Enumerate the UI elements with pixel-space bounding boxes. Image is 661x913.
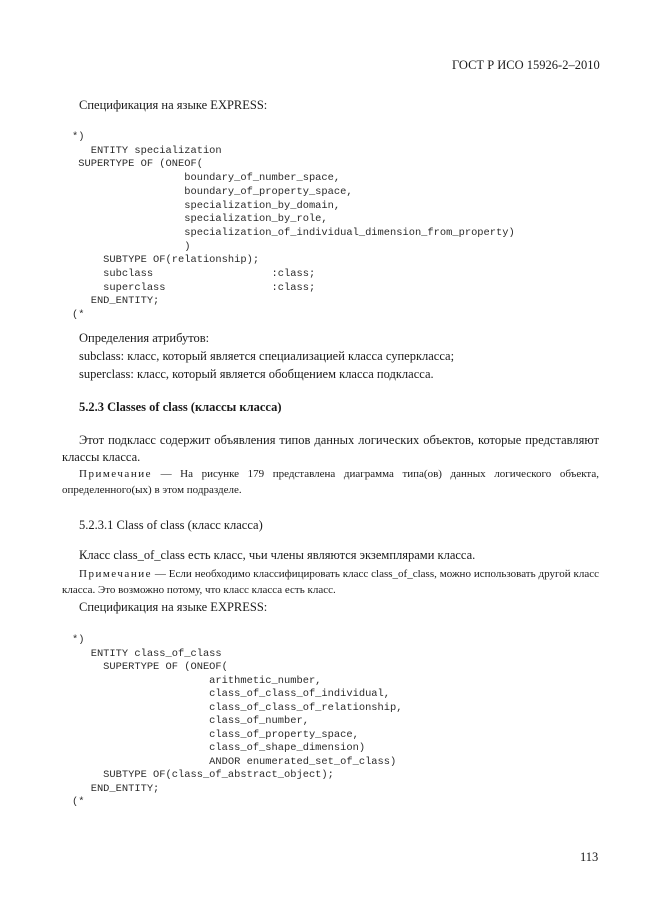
code-line: *) — [72, 131, 85, 143]
note-label: Примечание — [79, 568, 152, 580]
paragraph-class-of-class: Класс class_of_class есть класс, чьи члены являются экземплярами класса. — [79, 548, 476, 562]
section-heading-5-2-3: 5.2.3 Classes of class (классы класса) — [79, 400, 282, 414]
paragraph-subclass-description: Этот подкласс содержит объявления типов данных логических объектов, которые представляют классы класса. — [62, 433, 599, 464]
attribute-definition-superclass: superclass: класс, который является обобщением класса подкласса. — [79, 367, 434, 381]
code-block-specialization — [72, 131, 515, 323]
note-text: — Если необходимо классифицировать класс class_of_class, можно использовать другой класс класса. Это возможно потому, что класс класса есть класс. — [62, 568, 599, 596]
code-line: subclass :class; — [72, 268, 316, 281]
code-line: class_of_property_space, — [72, 728, 359, 741]
attribute-definition-subclass: subclass: класс, который является специализацией класса суперкласса; — [79, 349, 455, 363]
code-line: specialization_by_domain, — [72, 199, 341, 212]
code-line: ) — [72, 240, 191, 253]
code-line: SUBTYPE OF(relationship); — [72, 254, 260, 267]
code-line: ENTITY specialization — [72, 144, 222, 157]
spec-label: Спецификация на языке EXPRESS: — [79, 600, 268, 614]
code-line: END_ENTITY; — [72, 295, 160, 308]
code-line: *) — [72, 634, 85, 646]
spec-label: Спецификация на языке EXPRESS: — [79, 98, 268, 112]
code-line: ANDOR enumerated_set_of_class) — [72, 755, 397, 768]
note-class-of-class — [62, 566, 599, 598]
code-line: class_of_number, — [72, 715, 309, 727]
note-figure-179 — [62, 466, 599, 498]
code-line: ENTITY class_of_class — [72, 647, 222, 660]
code-line: SUPERTYPE OF (ONEOF( — [72, 158, 203, 171]
code-line: class_of_class_of_relationship, — [72, 701, 403, 714]
code-line: class_of_shape_dimension) — [72, 742, 366, 754]
code-line: SUBTYPE OF(class_of_abstract_object); — [72, 769, 334, 781]
code-line: superclass :class; — [72, 281, 316, 294]
code-line: specialization_by_role, — [72, 213, 328, 226]
section-heading-5-2-3-1: 5.2.3.1 Class of class (класс класса) — [79, 518, 263, 532]
page-header: ГОСТ Р ИСО 15926-2–2010 — [452, 58, 600, 72]
code-line: boundary_of_property_space, — [72, 185, 353, 198]
code-line: specialization_of_individual_dimension_from_property) — [72, 226, 515, 239]
code-line: (* — [72, 309, 85, 322]
code-line: END_ENTITY; — [72, 782, 160, 795]
attribute-definitions-title: Определения атрибутов: — [79, 331, 210, 345]
code-line: class_of_class_of_individual, — [72, 688, 391, 700]
note-label: Примечание — [79, 468, 152, 480]
code-line: SUPERTYPE OF (ONEOF( — [72, 661, 228, 673]
code-line: (* — [72, 796, 85, 808]
code-block-class-of-class — [72, 634, 402, 810]
note-text: — На рисунке 179 представлена диаграмма типа(ов) данных логического объекта, определенного(ых) в этом подразделе. — [62, 468, 599, 496]
code-line: arithmetic_number, — [72, 674, 322, 687]
page-number: 113 — [580, 850, 599, 864]
code-line: boundary_of_number_space, — [72, 172, 341, 185]
